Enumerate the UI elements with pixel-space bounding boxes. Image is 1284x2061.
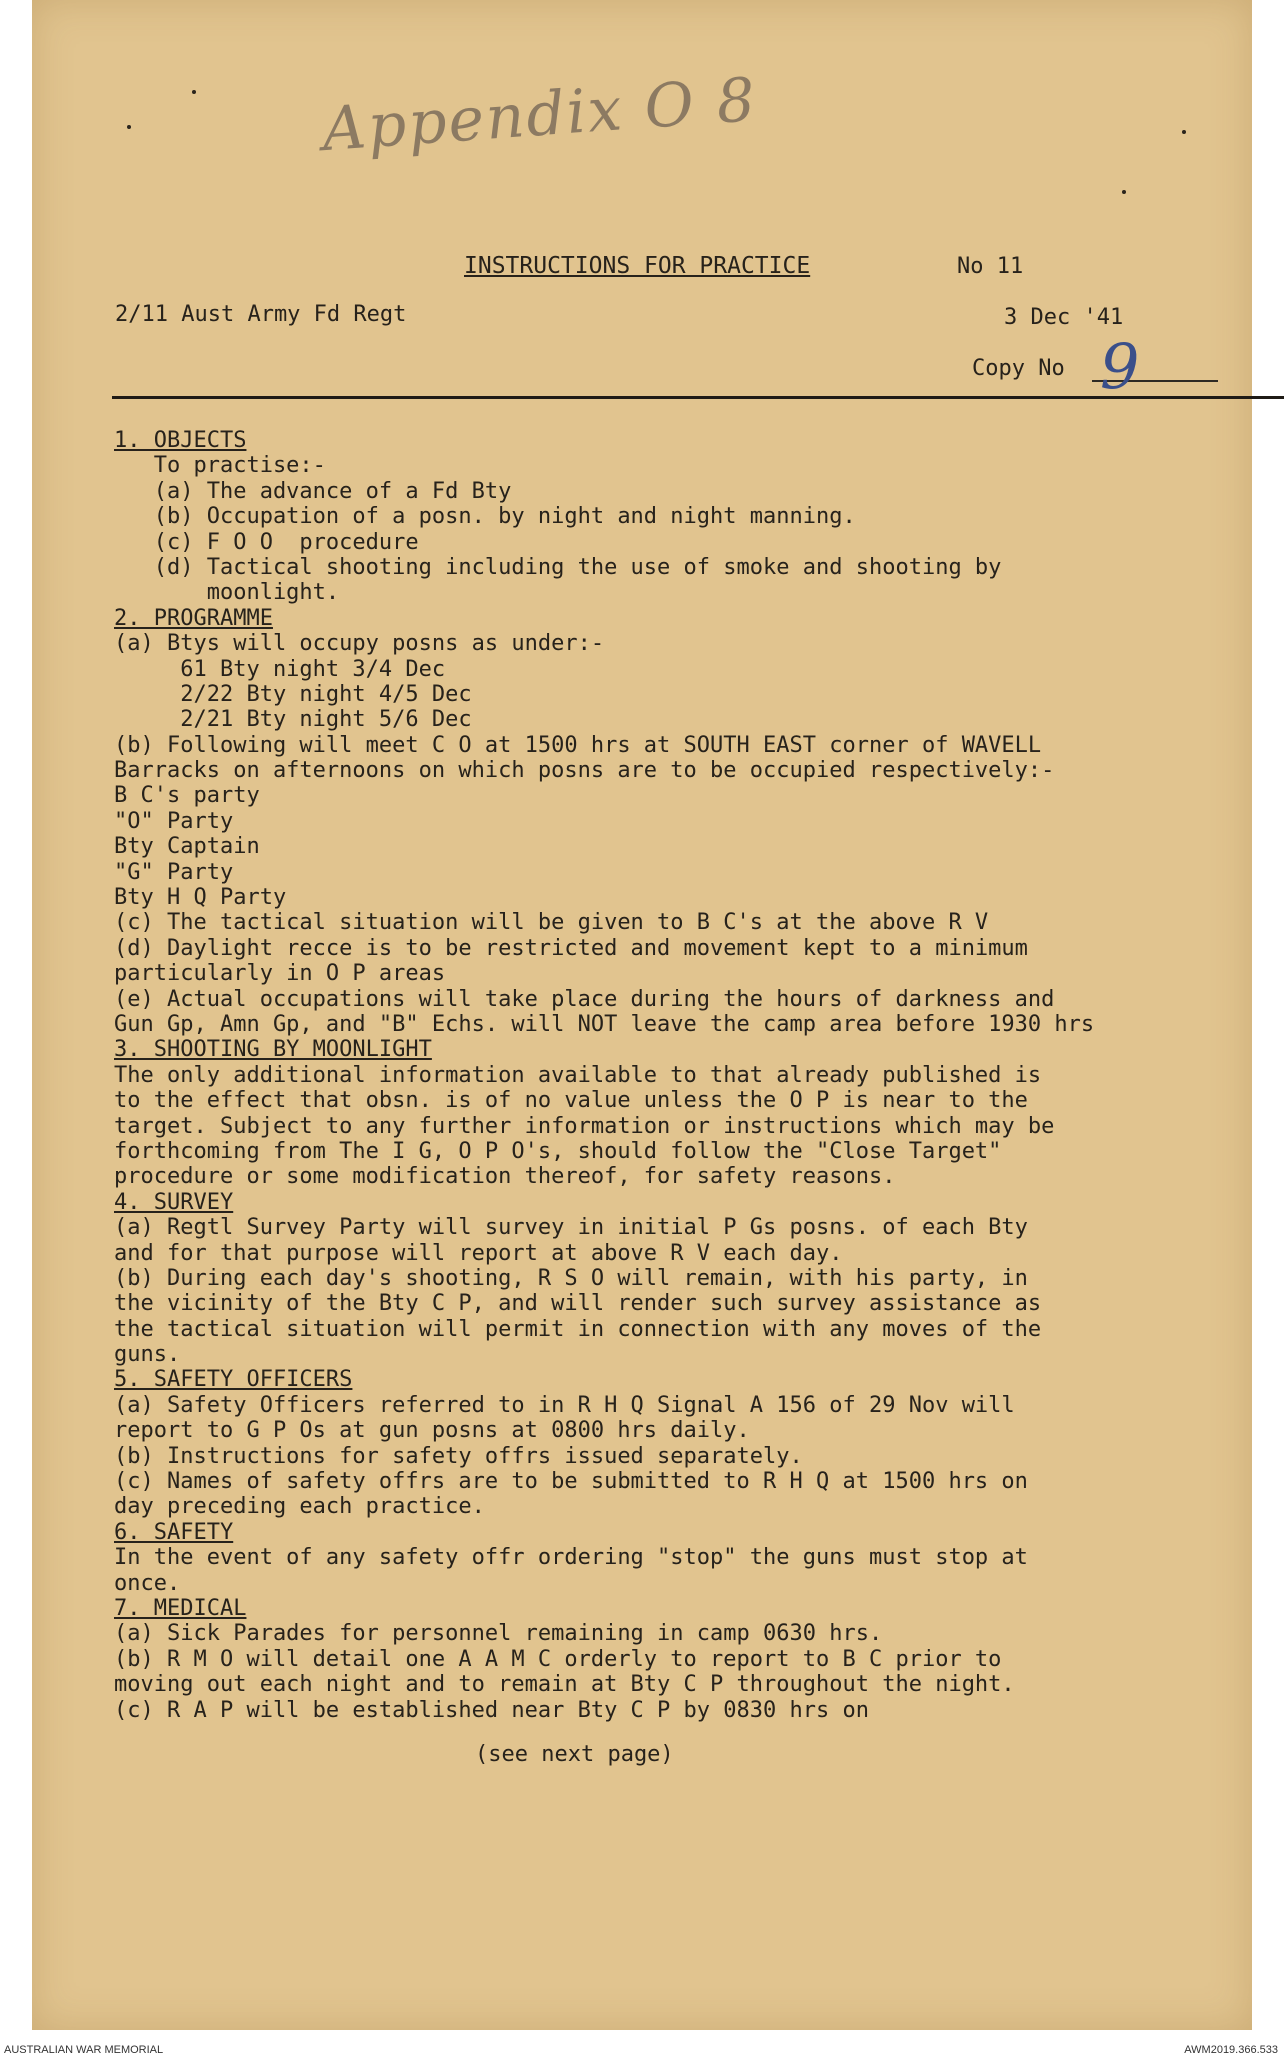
document-line: guns. — [114, 1342, 181, 1368]
document-line: B C's party — [114, 783, 260, 809]
document-line: (e) Actual occupations will take place during the hours of darkness and — [114, 986, 1055, 1012]
document-line: forthcoming from The I G, O P O's, should follow the "Close Target" — [114, 1138, 1002, 1164]
continued-note: (see next page) — [475, 1742, 674, 1767]
instruction-number: No 11 — [957, 254, 1024, 279]
document-line: 1. OBJECTS — [114, 428, 247, 453]
document-line: "G" Party — [114, 859, 234, 885]
document-line: 61 Bty night 3/4 Dec — [114, 656, 446, 682]
document-line: and for that purpose will report at above R V each day. — [114, 1240, 843, 1266]
document-line: 4. SURVEY — [114, 1189, 234, 1215]
document-line: once. — [114, 1570, 181, 1596]
document-line: Barracks on afternoons on which posns are to be occupied respectively:- — [114, 758, 1055, 784]
document-line: 3. SHOOTING BY MOONLIGHT — [114, 1037, 432, 1063]
archive-caption: AUSTRALIAN WAR MEMORIAL — [4, 2044, 164, 2056]
document-line: 2. PROGRAMME — [114, 605, 273, 631]
document-line: To practise:- — [114, 453, 326, 479]
document-line: 7. MEDICAL — [114, 1595, 247, 1621]
document-line: (c) F O O procedure — [114, 529, 419, 555]
document-line: (c) Names of safety offrs are to be submitted to R H Q at 1500 hrs on — [114, 1469, 1028, 1495]
document-line: Bty H Q Party — [114, 885, 287, 911]
document-line: 5. SAFETY OFFICERS — [114, 1367, 353, 1393]
document-line: particularly in O P areas — [114, 961, 446, 987]
document-line: the tactical situation will permit in connection with any moves of the — [114, 1316, 1042, 1342]
document-line: (c) R A P will be established near Bty C P by 0830 hrs on — [114, 1697, 869, 1723]
document-line: 2/21 Bty night 5/6 Dec — [114, 707, 472, 733]
document-line: the vicinity of the Bty C P, and will render such survey assistance as — [114, 1291, 1042, 1317]
document-line: Bty Captain — [114, 834, 260, 860]
document-line: (a) Btys will occupy posns as under:- — [114, 631, 605, 657]
handwritten-appendix-note: Appendix O 8 — [320, 64, 760, 166]
document-line: (d) Daylight recce is to be restricted and movement kept to a minimum — [114, 935, 1028, 961]
document-line: (a) Safety Officers referred to in R H Q Signal A 156 of 29 Nov will — [114, 1392, 1015, 1418]
paper-speck — [1122, 190, 1126, 194]
handwritten-copy-number: 9 — [1100, 330, 1140, 403]
document-line: (d) Tactical shooting including the use of smoke and shooting by — [114, 554, 1002, 580]
document-line: to the effect that obsn. is of no value unless the O P is near to the — [114, 1088, 1028, 1114]
document-line: (b) Occupation of a posn. by night and night manning. — [114, 504, 856, 530]
document-line: In the event of any safety offr ordering "stop" the guns must stop at — [114, 1545, 1028, 1571]
instruction-body — [114, 428, 1094, 1723]
document-line: (a) The advance of a Fd Bty — [114, 478, 512, 504]
document-line: "O" Party — [114, 808, 234, 834]
document-line: The only additional information available to that already published is — [114, 1062, 1042, 1088]
document-line: (b) R M O will detail one A A M C orderly to report to B C prior to — [114, 1646, 1002, 1672]
document-line: 6. SAFETY — [114, 1519, 234, 1545]
document-line: (a) Sick Parades for personnel remaining in camp 0630 hrs. — [114, 1621, 883, 1647]
header-divider — [112, 396, 1284, 399]
copy-number-label: Copy No — [972, 356, 1065, 381]
document-line: 2/22 Bty night 4/5 Dec — [114, 681, 472, 707]
document-line: (b) Instructions for safety offrs issued separately. — [114, 1443, 803, 1469]
document-sheet — [32, 0, 1252, 2030]
document-line: report to G P Os at gun posns at 0800 hrs daily. — [114, 1418, 750, 1444]
paper-speck — [1182, 130, 1186, 134]
document-line: Gun Gp, Amn Gp, and "B" Echs. will NOT leave the camp area before 1930 hrs — [114, 1011, 1095, 1037]
paper-speck — [192, 90, 196, 94]
document-line: target. Subject to any further information or instructions which may be — [114, 1113, 1055, 1139]
document-line: procedure or some modification thereof, for safety reasons. — [114, 1164, 896, 1190]
document-date: 3 Dec '41 — [1004, 305, 1124, 330]
document-title: INSTRUCTIONS FOR PRACTICE — [464, 253, 811, 279]
document-line: (b) During each day's shooting, R S O will remain, with his party, in — [114, 1265, 1028, 1291]
document-line: (c) The tactical situation will be given to B C's at the above R V — [114, 910, 989, 936]
paper-speck — [127, 125, 131, 129]
document-line: day preceding each practice. — [114, 1494, 485, 1520]
archive-reference: AWM2019.366.533 — [1184, 2044, 1278, 2056]
document-line: (b) Following will meet C O at 1500 hrs at SOUTH EAST corner of WAVELL — [114, 732, 1042, 758]
document-line: (a) Regtl Survey Party will survey in initial P Gs posns. of each Bty — [114, 1215, 1028, 1241]
document-line: moving out each night and to remain at Bty C P throughout the night. — [114, 1672, 1015, 1698]
document-line: moonlight. — [114, 580, 340, 606]
unit-name: 2/11 Aust Army Fd Regt — [115, 302, 407, 327]
